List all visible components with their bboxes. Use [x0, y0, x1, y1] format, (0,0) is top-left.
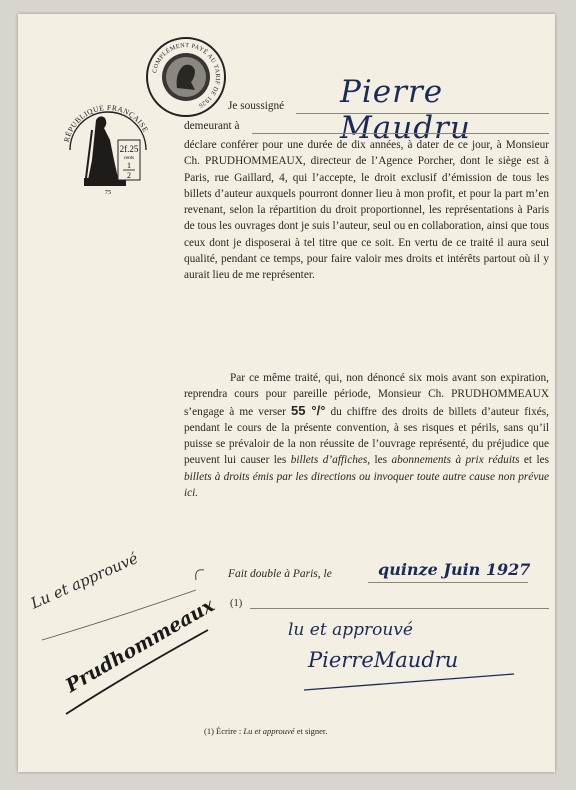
address-line [252, 133, 549, 134]
p2-part2: du chiffre des droits de billets d’auteur fixés, pendant le cours de la présente convention, à ses risques et périls, sans qu’il puisse se prévaloir de la non réussite de l’ouvrage représenté, du préjudice que peuvent lui causer les [184, 405, 549, 467]
maudru-underline [300, 670, 520, 694]
stamp-number: 75 [104, 189, 112, 196]
stamp-value-sub: cents [123, 156, 135, 161]
stamp-left-ring-text: RÉPUBLIQUE FRANÇAISE [61, 102, 151, 144]
signature-footnote-mark: (1) [230, 598, 243, 609]
signature-line [250, 608, 549, 609]
paragraph-1-text: déclare conférer pour une durée de dix années, à dater de ce jour, à Monsieur Ch. PRUDHOMMEAUX, directeur de l’Agence Porcher, dont le siège est à Paris, rue Gaillard, 4, qui l’accepte, le droit exclusif d’émission de tous les billets d’auteur auxquels pourront donner lieu à mon profit, et pour la part m’en revenant, selon la répartition du droit proportionnel, les représentations à Paris de tous les ouvrages dont je suis l’auteur, seul ou en collaboration, ainsi que tous ceux dont je disposerai à tel titre que ce soit. En vertu de ce traité il aura seul qualité, pendant ce temps, pour faire valoir mes droits et intérêts partout où il y aurait lieu de me représenter. [184, 139, 549, 282]
stamp-value-main: 2f.25 [119, 144, 139, 154]
document-sheet [18, 14, 555, 772]
contract-paragraph-2 [184, 370, 549, 501]
p2-italic-3: billets à droits émis par les directions ou invoquer toute autre cause non prévue ici. [184, 470, 549, 500]
prudhommeaux-signature: Prudhommeaux [62, 594, 219, 698]
p2-part3: les [370, 454, 392, 467]
date-handwritten: quinze Juin 1927 [378, 560, 531, 579]
footnote-prefix: (1) Écrire : [204, 726, 244, 736]
stamp-fraction-num: 1 [127, 161, 131, 170]
stamp-fraction-den: 2 [127, 171, 131, 180]
p2-part4: et les [519, 454, 550, 467]
percentage-value: 55 °/° [291, 402, 326, 418]
fait-double-label: Fait double à Paris, le [228, 568, 332, 580]
footnote-italic: Lu et approuvé [243, 726, 295, 736]
demeurant-label: demeurant à [184, 120, 240, 132]
prudhommeaux-flourish [58, 614, 218, 724]
tax-stamp-left [58, 100, 158, 196]
lu-approuve-right-handwritten: lu et approuvé [288, 620, 413, 640]
p2-part1: Par ce même traité, qui, non dénoncé six mois avant son expiration, reprendra cours pour pareille période, Monsieur Ch. PRUDHOMMEAUX s’engage à me verser [184, 372, 549, 418]
p2-italic-1: billets d’affiches, [290, 454, 371, 467]
date-line [368, 582, 528, 583]
signer-name-handwritten: Pierre Maudru [340, 74, 471, 146]
maudru-signature: PierreMaudru [308, 648, 459, 672]
stamp-top-ring-text: COMPLÉMENT PAYÉ AU TARIF DE 1926 [151, 41, 222, 109]
p2-italic-2: abonnements à prix réduits [391, 454, 520, 467]
footnote-suffix: et signer. [294, 726, 328, 736]
paragraph-2-text [184, 370, 549, 501]
je-soussigne-label: Je soussigné [228, 100, 285, 112]
footnote [204, 726, 327, 736]
lu-approuve-left-handwritten: Lu et approuvé [28, 549, 141, 613]
contract-paragraph-1 [184, 137, 549, 284]
